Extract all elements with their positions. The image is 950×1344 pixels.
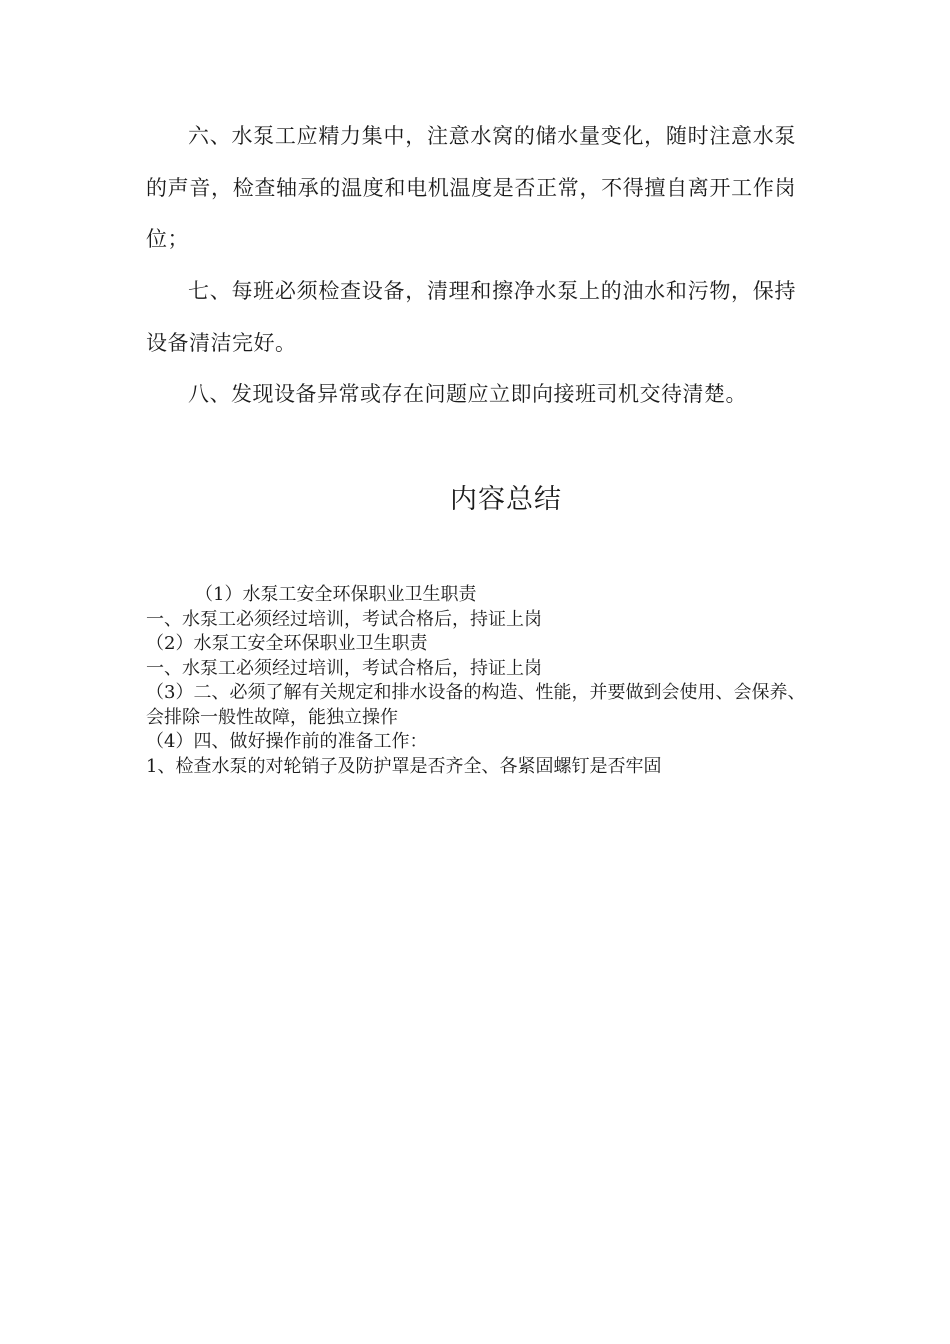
summary-line-2: 一、水泵工必须经过培训，考试合格后，持证上岗	[146, 608, 542, 630]
paragraph-item-8: 八、发现设备异常或存在问题应立即向接班司机交待清楚。	[188, 382, 747, 406]
paragraph-item-7: 七、每班必须检查设备，清理和擦净水泵上的油水和污物，保持设备清洁完好。	[146, 279, 796, 355]
summary-line-5: （3）二、必须了解有关规定和排水设备的构造、性能，并要做到会使用、会保养、会排除一般性故障，能独立操作	[146, 682, 806, 728]
summary-line-6: （4）四、做好操作前的准备工作：	[146, 731, 428, 752]
summary-line-3: （2）水泵工安全环保职业卫生职责	[146, 633, 428, 654]
paragraph-item-6: 六、水泵工应精力集中，注意水窝的储水量变化，随时注意水泵的声音，检查轴承的温度和电机温度是否正常，不得擅自离开工作岗位；	[146, 124, 796, 251]
summary-title: 内容总结	[450, 484, 562, 515]
summary-list	[146, 583, 806, 779]
summary-line-1: （1）水泵工安全环保职业卫生职责	[195, 584, 477, 605]
summary-line-4: 一、水泵工必须经过培训，考试合格后，持证上岗	[146, 657, 542, 679]
summary-line-7: 1、检查水泵的对轮销子及防护罩是否齐全、各紧固螺钉是否牢固	[146, 755, 662, 777]
